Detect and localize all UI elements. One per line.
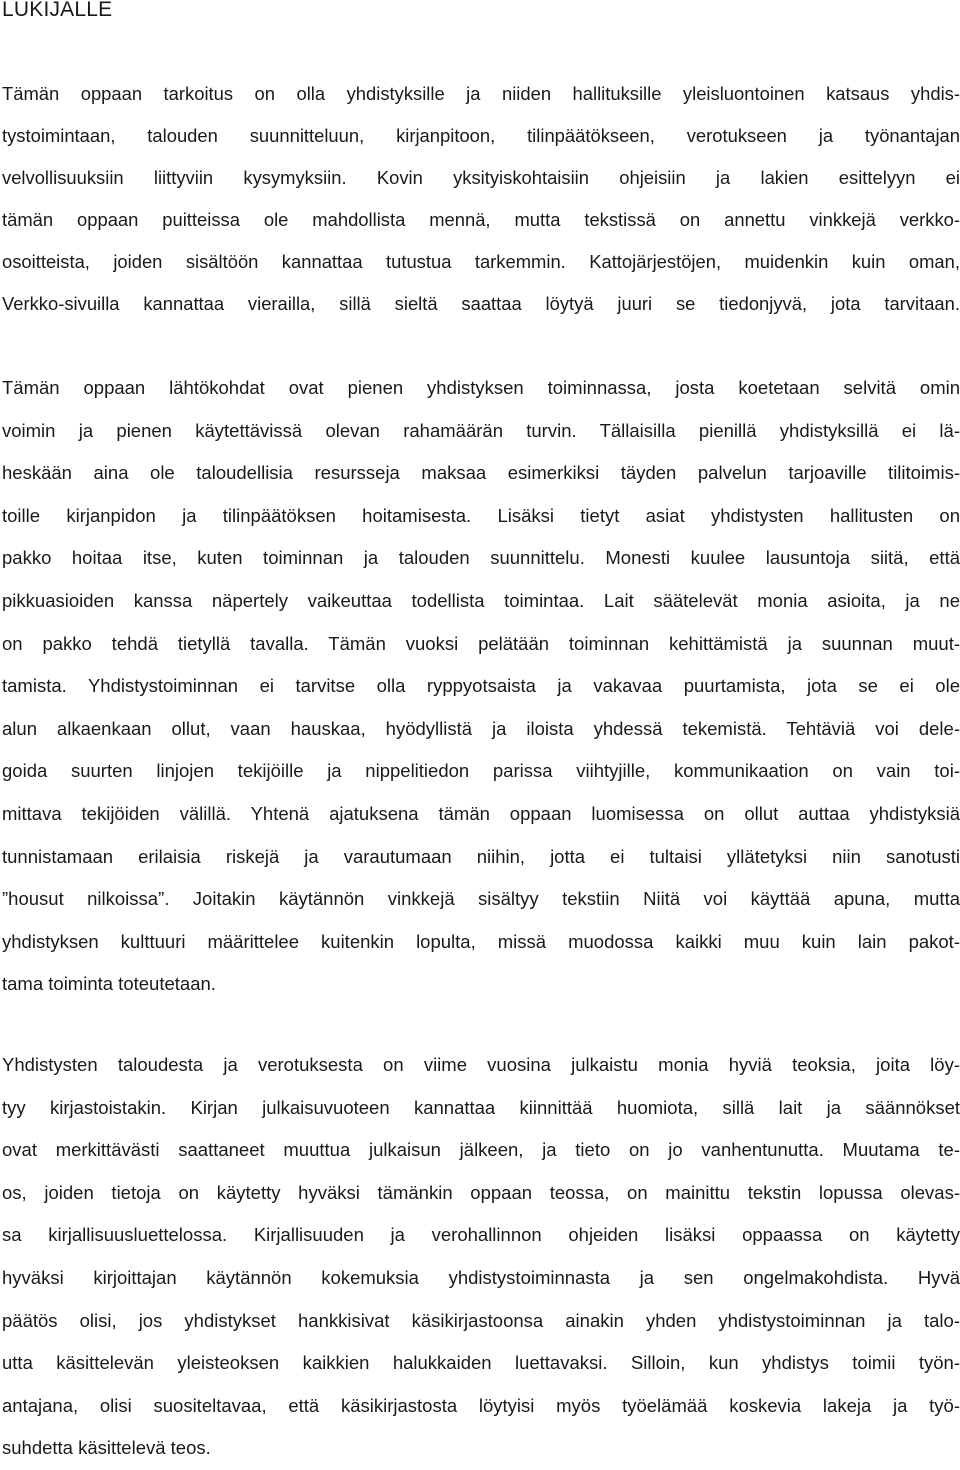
- text-line: os, joiden tietoja on käytetty hyväksi tämänkin oppaan teossa, on mainittu tekstin lopussa olevas-: [2, 1181, 960, 1203]
- text-line: pikkuasioiden kanssa näpertely vaikeuttaa todellista toimintaa. Lait säätelevät monia asioita, ja ne: [2, 589, 960, 611]
- text-line: mittava tekijöiden välillä. Yhtenä ajatuksena tämän oppaan luomisessa on ollut auttaa yhdistyksiä: [2, 802, 960, 824]
- text-line: tama toiminta toteutetaan.: [2, 973, 216, 995]
- text-line: on pakko tehdä tietyllä tavalla. Tämän vuoksi pelätään toiminnan kehittämistä ja suunnan muut-: [2, 632, 960, 654]
- paragraph-starting-points: [2, 367, 960, 1006]
- text-line: sa kirjallisuusluettelossa. Kirjallisuuden ja verohallinnon ohjeiden lisäksi oppaassa on käytetty: [2, 1224, 960, 1246]
- text-line: Tämän oppaan tarkoitus on olla yhdistyksille ja niiden hallituksille yleisluontoinen katsaus yhdis-: [2, 83, 960, 104]
- text-line: ovat merkittävästi saattaneet muuttua julkaisun jälkeen, ja tieto on jo vanhentunutta. Muutama te-: [2, 1139, 960, 1161]
- text-line: pakko hoitaa itse, kuten toiminnan ja talouden suunnittelu. Monesti kuulee lausuntoja siitä, että: [2, 547, 960, 569]
- text-line: heskään aina ole taloudellisia resursseja maksaa esimerkiksi täyden palvelun tarjoaville tilitoimis-: [2, 462, 960, 484]
- text-line: alun alkaenkaan ollut, vaan hauskaa, hyödyllistä ja iloista yhdessä tekemistä. Tehtäviä voi dele-: [2, 717, 960, 739]
- text-line: tystoimintaan, talouden suunnitteluun, kirjanpitoon, tilinpäätökseen, verotukseen ja työnantajan: [2, 125, 960, 146]
- text-line: Tämän oppaan lähtökohdat ovat pienen yhdistyksen toiminnassa, josta koetetaan selvitä omin: [2, 377, 960, 398]
- text-line: Yhdistysten taloudesta ja verotuksesta on viime vuosina julkaistu monia hyviä teoksia, joita löy-: [2, 1054, 960, 1075]
- text-line: hyväksi kirjoittajan käytännön kokemuksia yhdistystoiminnasta ja sen ongelmakohdista. Hyvä: [2, 1266, 960, 1288]
- text-line: osoitteista, joiden sisältöön kannattaa tutustua tarkemmin. Kattojärjestöjen, muidenkin kuin oman,: [2, 251, 960, 272]
- text-line: tämän oppaan puitteissa ole mahdollista mennä, mutta tekstissä on annettu vinkkejä verkko-: [2, 209, 960, 230]
- text-line: velvollisuuksiin liittyviin kysymyksiin. Kovin yksityiskohtaisiin ohjeisiin ja lakien esittelyyn ei: [2, 167, 960, 188]
- page-title: LUKIJALLE: [2, 0, 113, 21]
- text-line: utta käsittelevän yleisteoksen kaikkien halukkaiden luettavaksi. Silloin, kun yhdistys toimii työn-: [2, 1352, 960, 1374]
- text-line: toille kirjanpidon ja tilinpäätöksen hoitamisesta. Lisäksi tietyt asiat yhdistysten hallitusten on: [2, 504, 960, 526]
- paragraph-literature: [2, 1044, 960, 1470]
- text-line: ”housut nilkoissa”. Joitakin käytännön vinkkejä sisältyy tekstiin Niitä voi käyttää apuna, mutta: [2, 888, 960, 910]
- text-line: tamista. Yhdistystoiminnan ei tarvitse olla ryppyotsaista ja vakavaa puurtamista, jota se ei ole: [2, 675, 960, 697]
- text-line: yhdistyksen kulttuuri määrittelee kuitenkin lopulta, missä muodossa kaikki muu kuin lain pakot-: [2, 930, 960, 952]
- text-line: antajana, olisi suositeltavaa, että käsikirjastosta löytyisi myös työelämää koskevia lakeja ja työ-: [2, 1394, 960, 1416]
- paragraph-purpose: [2, 73, 960, 325]
- text-line: tunnistamaan erilaisia riskejä ja varautumaan niihin, jotta ei tultaisi yllätetyksi niin sanotusti: [2, 845, 960, 867]
- text-line: tyy kirjastoistakin. Kirjan julkaisuvuoteen kannattaa kiinnittää huomiota, sillä lait ja säännökset: [2, 1096, 960, 1118]
- text-line: voimin ja pienen käytettävissä olevan rahamäärän turvin. Tällaisilla pienillä yhdistyksillä ei lä-: [2, 419, 960, 441]
- text-line: päätös olisi, jos yhdistykset hankkisivat käsikirjastoonsa ainakin yhden yhdistystoiminnan ja talo-: [2, 1309, 960, 1331]
- text-line: Verkko-sivuilla kannattaa vierailla, sillä sieltä saattaa löytyä juuri se tiedonjyvä, jota tarvitaan.: [2, 293, 960, 314]
- text-line: goida suurten linjojen tekijöille ja nippelitiedon parissa viihtyjille, kommunikaation on vain toi-: [2, 760, 960, 782]
- text-line: suhdetta käsittelevä teos.: [2, 1437, 211, 1459]
